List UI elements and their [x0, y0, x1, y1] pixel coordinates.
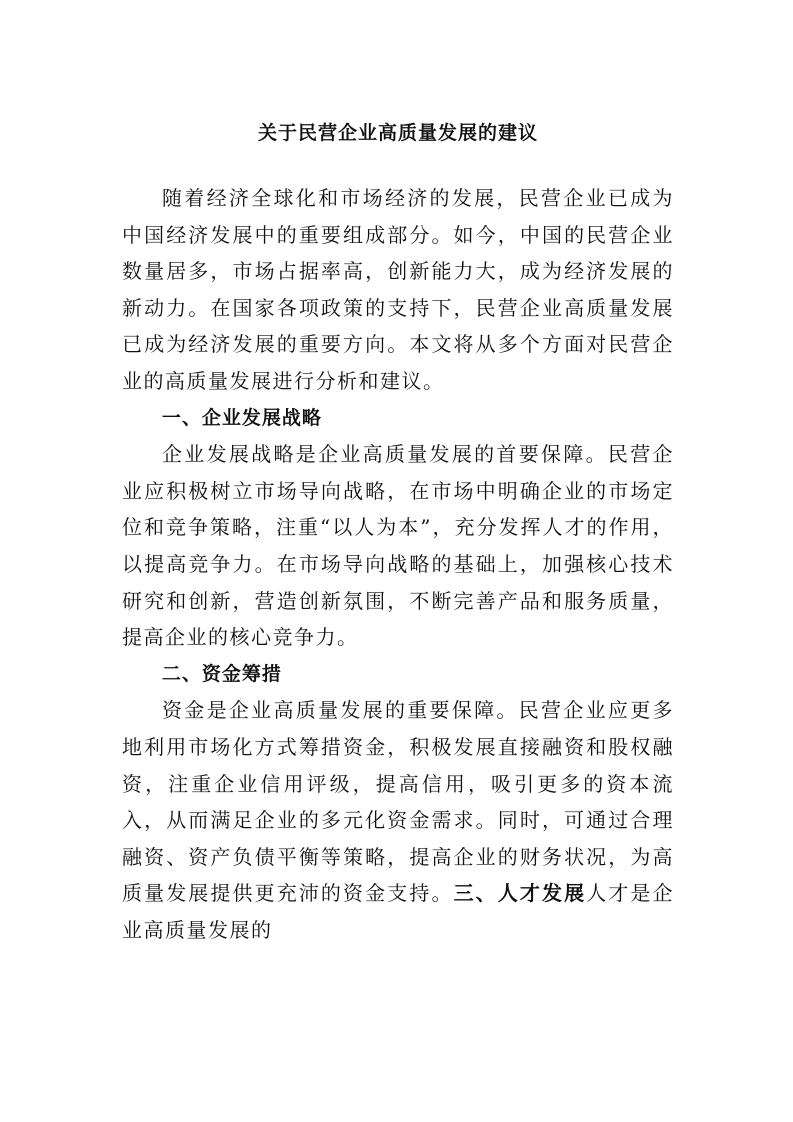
document-body	[122, 180, 674, 948]
section-paragraph-talent-text: 人才是企业高质量发展的	[122, 881, 675, 942]
section-paragraph-funding	[122, 692, 674, 948]
section-paragraph-funding-text: 资金是企业高质量发展的重要保障。民营企业应更多地利用市场化方式筹措资金，积极发展直接融资和股权融资，注重企业信用评级，提高信用，吸引更多的资本流入，从而满足企业的多元化资金需求。同时，可通过合理融资、资产负债平衡等策略，提高企业的财务状况，为高质量发展提供更充沛的资金支持。	[122, 698, 674, 906]
section-heading-talent: 三、人才发展	[453, 881, 587, 906]
document-title: 关于民营企业高质量发展的建议	[257, 122, 538, 144]
section-paragraph-strategy: 企业发展战略是企业高质量发展的首要保障。民营企业应积极树立市场导向战略，在市场中明确企业的市场定位和竞争策略，注重“以人为本”，充分发挥人才的作用，以提高竞争力。在市场导向战略的基础上，加强核心技术研究和创新，营造创新氛围，不断完善产品和服务质量，提高企业的核心竞争力。	[122, 442, 674, 650]
intro-paragraph: 随着经济全球化和市场经济的发展，民营企业已成为中国经济发展中的重要组成部分。如今，中国的民营企业数量居多，市场占据率高，创新能力大，成为经济发展的新动力。在国家各项政策的支持下，民营企业高质量发展已成为经济发展的重要方向。本文将从多个方面对民营企业的高质量发展进行分析和建议。	[122, 186, 674, 393]
section-heading-strategy: 一、企业发展战略	[161, 406, 322, 429]
section-heading-funding: 二、资金筹措	[161, 662, 282, 685]
